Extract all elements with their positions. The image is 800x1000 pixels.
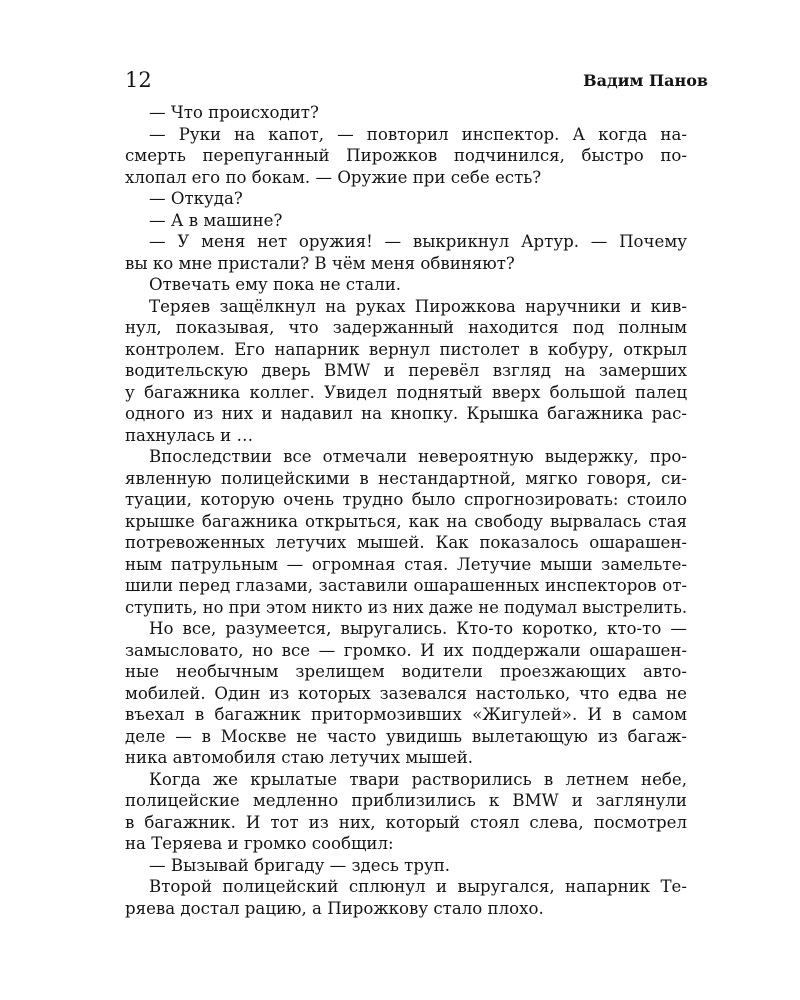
text-line: крышке багажника открыться, как на свободу вырвалась стая: [125, 511, 687, 531]
text-line: мобилей. Один из которых зазевался настолько, что едва не: [125, 683, 687, 703]
text-line: — Руки на капот, — повторил инспектор. А когда на-: [149, 124, 687, 144]
text-line: потревоженных летучих мышей. Как показалось ошарашен-: [125, 533, 687, 552]
text-line: ника автомобиля стаю летучих мышей.: [125, 748, 474, 767]
text-line: у багажника коллег. Увидел поднятый вверх большой палец: [125, 382, 687, 402]
text-line: ные необычным зрелищем водители проезжающих авто-: [125, 662, 687, 681]
text-line: Отвечать ему пока не стали.: [149, 275, 402, 294]
page-number: 12: [125, 68, 152, 92]
text-line: Но все, разумеется, выругались. Кто-то коротко, кто-то —: [149, 619, 687, 638]
text-line: в багажник. И тот из них, который стоял слева, посмотрел: [125, 812, 687, 832]
text-line: — Что происходит?: [149, 103, 319, 122]
text-line: водительскую дверь BMW и перевёл взгляд на замерших: [125, 361, 687, 380]
text-line: вы ко мне пристали? В чём меня обвиняют?: [125, 253, 515, 273]
text-line: ным патрульным — огромная стая. Летучие мыши замельте-: [125, 554, 687, 574]
text-line: деле — в Москве не часто увидишь вылетающую из багаж-: [125, 726, 687, 746]
text-line: шили перед глазами, заставили ошарашенных инспекторов от-: [125, 576, 687, 595]
text-line: полицейские медленно приблизились к BMW и заглянули: [125, 791, 687, 810]
text-line: пахнулась и …: [125, 425, 254, 445]
text-line: — У меня нет оружия! — выкрикнул Артур. — Почему: [149, 232, 687, 251]
text-line: нул, показывая, что задержанный находится под полным: [125, 318, 687, 337]
text-line: ряева достал рацию, а Пирожкову стало плохо.: [125, 898, 544, 918]
text-line: Впоследствии все отмечали невероятную выдержку, про-: [149, 447, 687, 466]
body-text: [125, 102, 709, 919]
text-line: Второй полицейский сплюнул и выругался, напарник Те-: [149, 877, 687, 896]
text-line: хлопал его по бокам. — Оружие при себе есть?: [125, 167, 542, 187]
running-head-author: Вадим Панов: [583, 71, 708, 90]
text-line: туации, которую очень трудно было спрогнозировать: стоило: [125, 490, 687, 509]
text-line: одного из них и надавил на кнопку. Крышка багажника рас-: [125, 404, 687, 423]
text-line: Теряев защёлкнул на руках Пирожкова наручники и кив-: [149, 296, 687, 316]
text-line: Когда же крылатые твари растворились в летнем небе,: [149, 769, 687, 789]
text-line: ступить, но при этом никто из них даже не подумал выстрелить.: [125, 597, 688, 617]
text-line: — А в машине?: [149, 210, 283, 230]
text-line: контролем. Его напарник вернул пистолет в кобуру, открыл: [125, 339, 687, 359]
text-line: замысловато, но все — громко. И их поддержали ошарашен-: [125, 640, 687, 660]
text-line: явленную полицейскими в нестандартной, мягко говоря, си-: [125, 468, 687, 488]
text-line: въехал в багажник притормозивших «Жигулей». И в самом: [125, 705, 687, 724]
text-line: на Теряева и громко сообщил:: [125, 834, 394, 853]
text-line: — Откуда?: [149, 189, 243, 208]
text-line: — Вызывай бригаду — здесь труп.: [149, 855, 451, 875]
text-line: смерть перепуганный Пирожков подчинился, быстро по-: [125, 146, 687, 165]
